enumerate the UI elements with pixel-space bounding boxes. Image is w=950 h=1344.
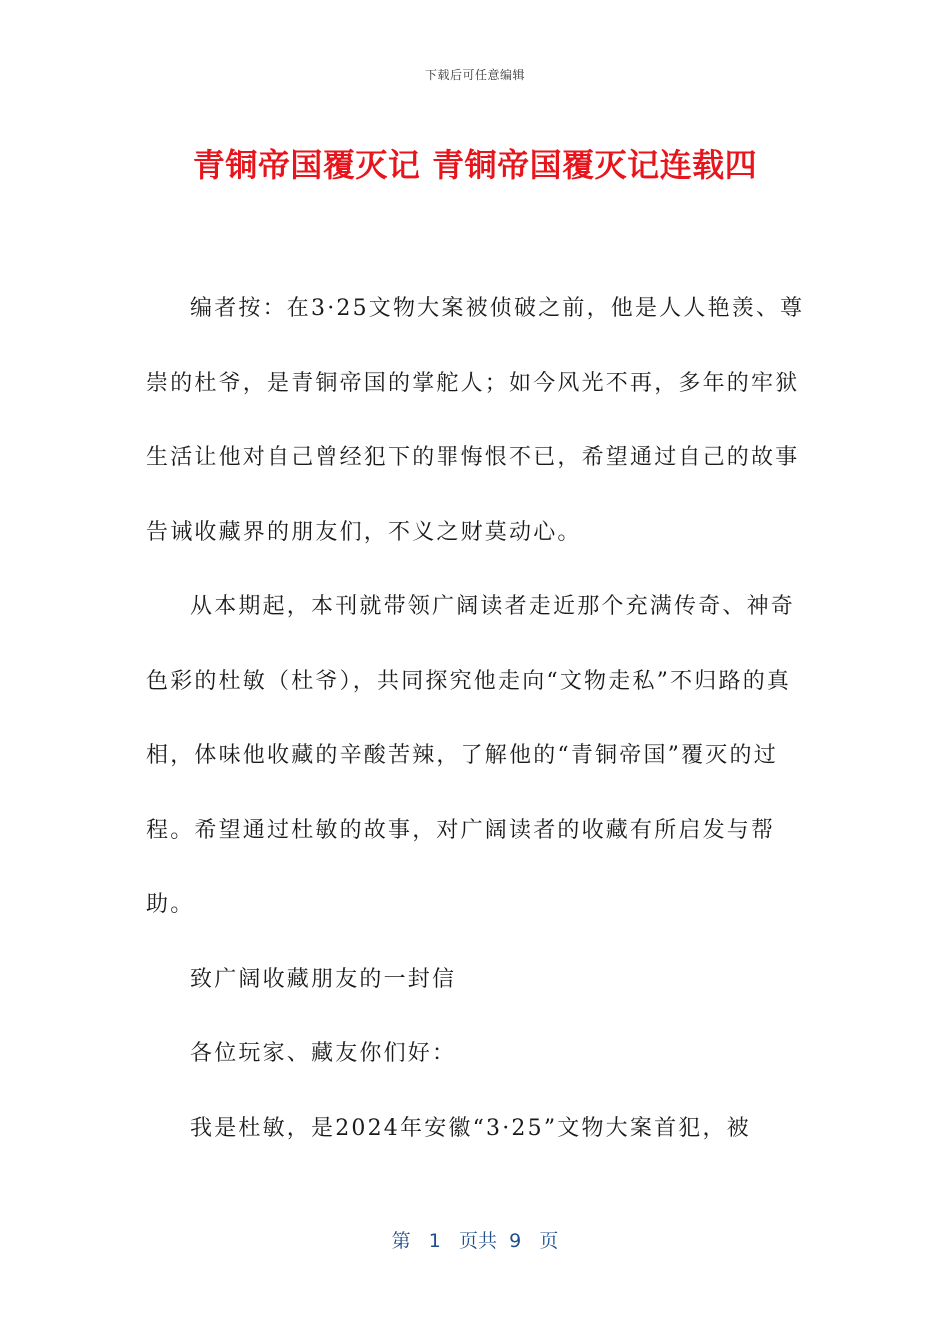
- footer-prefix: 第: [391, 1230, 411, 1252]
- paragraph-greeting: 各位玩家、藏友你们好：: [190, 1041, 457, 1066]
- header-note: 下载后可任意编辑: [424, 68, 525, 82]
- document-body: [146, 272, 806, 1166]
- paragraph-letter-heading: 致广阔收藏朋友的一封信: [190, 966, 457, 992]
- paragraph-letter-start: 我是杜敏，是2024年安徽“3·25”文物大案首犯，被: [190, 1115, 751, 1141]
- footer-suffix: 页: [539, 1230, 559, 1252]
- footer-current-page: 1: [428, 1230, 441, 1252]
- document-title: 青铜帝国覆灭记 青铜帝国覆灭记连载四: [192, 146, 758, 184]
- page-footer: [0, 1226, 950, 1253]
- paragraph-intro: 从本期起，本刊就带领广阔读者走近那个充满传奇、神奇色彩的杜敏（杜爷），共同探究他走向“文物走私”不归路的真相，体味他收藏的辛酸苦辣，了解他的“青铜帝国”覆灭的过程。希望通过杜敏的故事，对广阔读者的收藏有所启发与帮助。: [146, 594, 796, 917]
- footer-total-pages: 9: [509, 1230, 522, 1252]
- paragraph-editor-note: 编者按：在3·25文物大案被侦破之前，他是人人艳羡、尊崇的杜爷，是青铜帝国的掌舵人；如今风光不再，多年的牢狱生活让他对自己曾经犯下的罪悔恨不已，希望通过自己的故事告诫收藏界的朋友们，不义之财莫动心。: [146, 296, 805, 545]
- footer-middle: 页共: [459, 1230, 498, 1252]
